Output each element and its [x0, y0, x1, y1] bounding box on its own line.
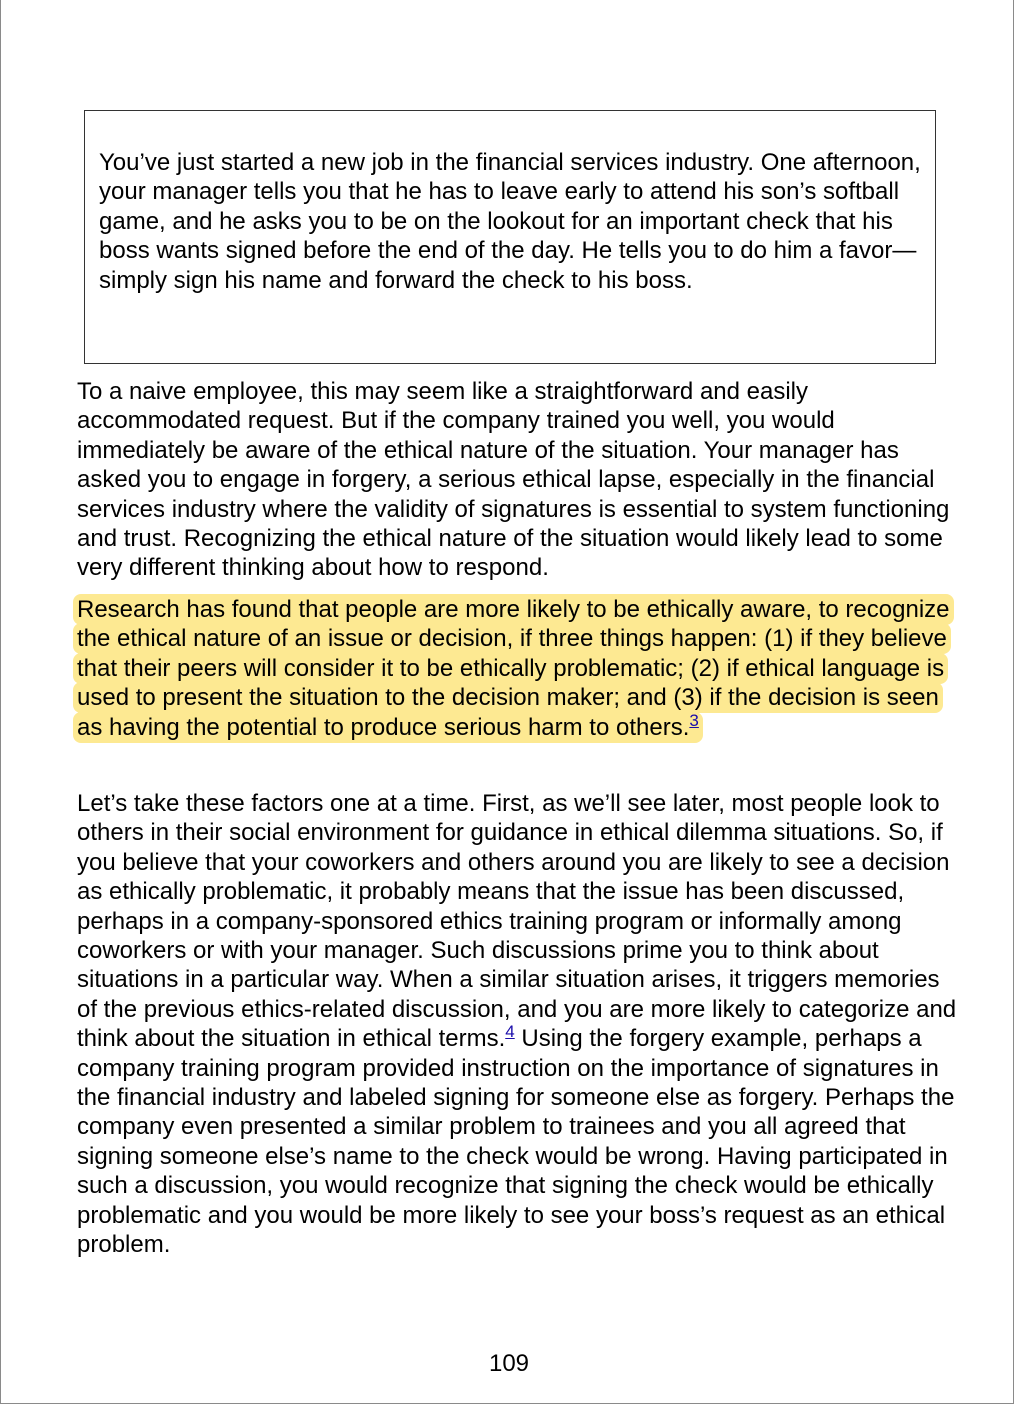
highlighted-text: [73, 594, 954, 743]
paragraph-factors-text-part1: Let’s take these factors one at a time. First, as we’ll see later, most people look to others in their social environment for guidance in ethical dilemma situations. So, if you believe that your coworkers and others around you are likely to see a decision as ethically problematic, it probably means that the issue has been discussed, perhaps in a company-sponsored ethics training program or informally among coworkers or with your manager. Such discussions prime you to think about situations in a particular way. When a similar situation arises, it triggers memories of the previous ethics-related discussion, and you are more likely to categorize and think about the situation in ethical terms.: [77, 790, 957, 1053]
paragraph-forgery-explanation: [77, 377, 957, 583]
footnote-link-3[interactable]: 3: [689, 710, 699, 730]
paragraph-research-highlighted: [77, 595, 957, 742]
paragraph-forgery-text: To a naive employee, this may seem like a straightforward and easily accommodated request. But if the company trained you well, you would immediately be aware of the ethical nature of the situation. Your manager has asked you to engage in forgery, a serious ethical lapse, especially in the financial services industry where the validity of signatures is essential to system functioning and trust. Recognizing the ethical nature of the situation would likely lead to some very different thinking about how to respond.: [77, 378, 950, 582]
scenario-callout-box: [84, 110, 936, 364]
scenario-callout-text: You’ve just started a new job in the financial services industry. One afternoon, your manager tells you that he has to leave early to attend his son’s softball game, and he asks you to be on the lookout for an important check that his boss wants signed before the end of the day. He tells you to do him a favor—simply sign his name and forward the check to his boss.: [99, 149, 921, 294]
highlighted-research-text: Research has found that people are more likely to be ethically aware, to recognize the ethical nature of an issue or decision, if three things happen: (1) if they believe that their peers will consider it to be ethically problematic; (2) if ethical language is used to present the situation to the decision maker; and (3) if the decision is seen as having the potential to produce serious harm to others.: [77, 596, 950, 741]
page-number: 109: [488, 1350, 530, 1377]
paragraph-factors-text-part2: Using the forgery example, perhaps a company training program provided instruction on the importance of signatures in the financial industry and labeled signing for someone else as forgery. Perhaps the company even presented a similar problem to trainees and you all agreed that signing someone else’s name to the check would be wrong. Having participated in such a discussion, you would recognize that signing the check would be ethically problematic and you would be more likely to see your boss’s request as an ethical problem.: [77, 1025, 955, 1259]
footnote-link-4[interactable]: 4: [505, 1022, 515, 1042]
paragraph-factors: [77, 789, 957, 1260]
